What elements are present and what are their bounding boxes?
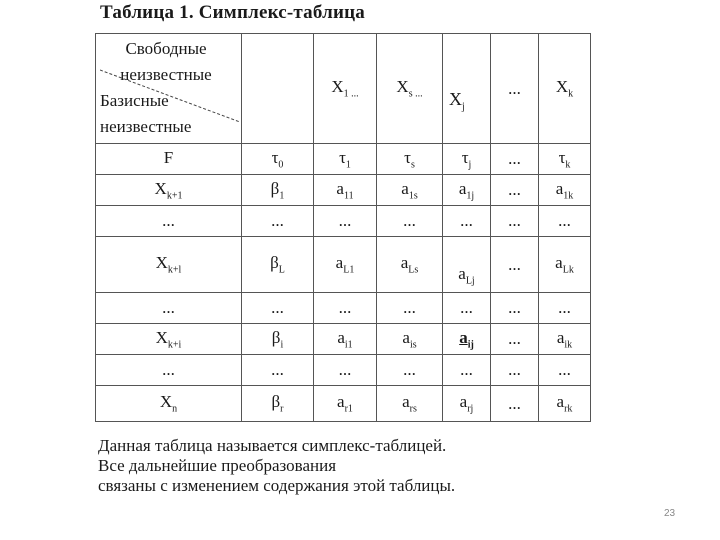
table-cell: ... — [377, 206, 443, 237]
table-cell: $a_{Ls}$ — [377, 237, 443, 293]
table-cell: ... — [242, 293, 314, 324]
table-cell: ... — [491, 293, 539, 324]
pivot-cell: $a_{ij}$ — [443, 324, 491, 355]
row-label: $X_n$ — [96, 386, 242, 422]
table-title: Таблица 1. Симплекс-таблица — [100, 2, 365, 23]
table-cell: $a_{rk}$ — [539, 386, 591, 422]
table-cell: $\tau_k$ — [539, 144, 591, 175]
table-cell: ... — [491, 386, 539, 422]
table-cell: ... — [443, 293, 491, 324]
table-cell: ... — [242, 206, 314, 237]
table-row — [96, 386, 591, 422]
table-cell: $a_{rj}$ — [443, 386, 491, 422]
simplex-table — [95, 33, 591, 422]
footer-text — [98, 436, 455, 496]
free-unknowns-label: Свободные неизвестные — [120, 39, 212, 84]
row-label: ... — [96, 206, 242, 237]
table-row — [96, 293, 591, 324]
table-cell: $\beta_r$ — [242, 386, 314, 422]
table-cell: ... — [443, 206, 491, 237]
table-cell: $a_{1s}$ — [377, 175, 443, 206]
row-label: ... — [96, 355, 242, 386]
table-cell: $\beta_1$ — [242, 175, 314, 206]
table-header-row — [96, 34, 591, 144]
table-row — [96, 206, 591, 237]
table-cell: ... — [491, 324, 539, 355]
table-cell: $\tau_s$ — [377, 144, 443, 175]
table-cell: ... — [242, 355, 314, 386]
row-label: F — [96, 144, 242, 175]
table-cell: $\beta_L$ — [242, 237, 314, 293]
table-cell: ... — [314, 355, 377, 386]
table-cell: ... — [377, 355, 443, 386]
table-row — [96, 175, 591, 206]
header-xk: $X_k$ — [539, 34, 591, 144]
table-cell: ... — [539, 293, 591, 324]
table-cell: ... — [539, 206, 591, 237]
table-cell: $\beta_i$ — [242, 324, 314, 355]
table-cell: $\tau_0$ — [242, 144, 314, 175]
table-cell: ... — [491, 355, 539, 386]
table-cell: $a_{r1}$ — [314, 386, 377, 422]
table-cell: $\tau_1$ — [314, 144, 377, 175]
table-cell: ... — [314, 206, 377, 237]
table-cell: ... — [539, 355, 591, 386]
row-label: ... — [96, 293, 242, 324]
table-cell: ... — [491, 175, 539, 206]
basic-unknowns-label: Базисные неизвестные — [100, 91, 192, 136]
table-cell: ... — [443, 355, 491, 386]
footer-line: связаны с изменением содержания этой таблицы. — [98, 476, 456, 495]
header-empty-cell — [242, 34, 314, 144]
table-cell: ... — [314, 293, 377, 324]
table-row-objective — [96, 144, 591, 175]
table-row — [96, 237, 591, 293]
row-label: $X_{k+l}$ — [96, 237, 242, 293]
table-cell: $a_{11}$ — [314, 175, 377, 206]
table-cell: ... — [377, 293, 443, 324]
table-cell: $a_{i1}$ — [314, 324, 377, 355]
table-cell: $a_{1j}$ — [443, 175, 491, 206]
row-label: $X_{k+i}$ — [96, 324, 242, 355]
footer-line: Все дальнейшие преобразования — [98, 456, 337, 475]
table-cell: $a_{L1}$ — [314, 237, 377, 293]
header-ellipsis: ... — [491, 34, 539, 144]
row-label: $X_{k+1}$ — [96, 175, 242, 206]
table-cell: $a_{is}$ — [377, 324, 443, 355]
table-cell: $a_{rs}$ — [377, 386, 443, 422]
table-cell: $a_{ik}$ — [539, 324, 591, 355]
table-row — [96, 355, 591, 386]
table-cell: ... — [491, 237, 539, 293]
table-cell: $a_{Lj}$ — [443, 237, 491, 293]
footer-line: Данная таблица называется симплекс-таблицей. — [98, 436, 447, 455]
corner-cell — [96, 34, 242, 144]
table-cell: ... — [491, 206, 539, 237]
table-row — [96, 324, 591, 355]
table-cell: $a_{Lk}$ — [539, 237, 591, 293]
table-cell: $\tau_j$ — [443, 144, 491, 175]
header-xs: $X_{s ...}$ — [377, 34, 443, 144]
table-cell: $a_{1k}$ — [539, 175, 591, 206]
table-cell: ... — [491, 144, 539, 175]
header-x1: $X_{1 ...}$ — [314, 34, 377, 144]
page-number: 23 — [664, 508, 676, 519]
header-xj: $X_j$ — [443, 34, 491, 144]
